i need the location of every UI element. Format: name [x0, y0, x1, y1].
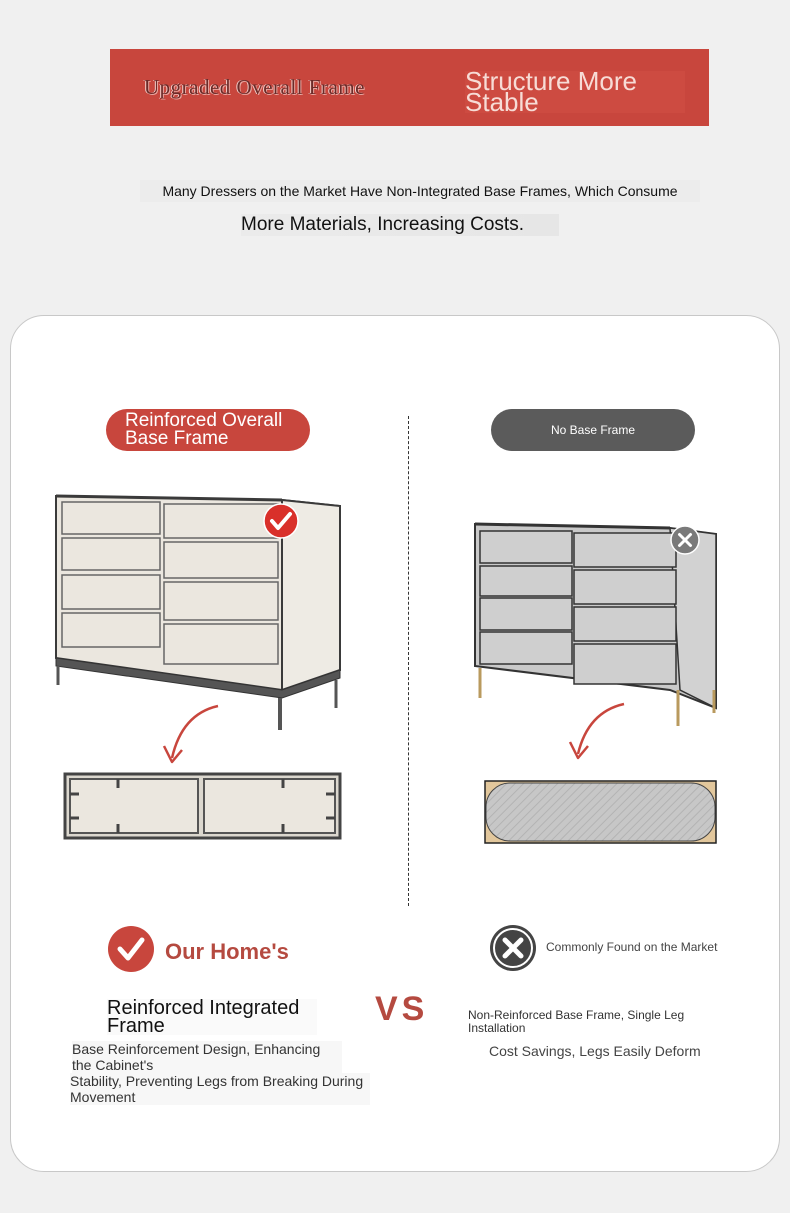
reinforced-frame-pill: Reinforced Overall Base Frame: [106, 409, 310, 451]
intro-line-2: More Materials, Increasing Costs.: [241, 214, 559, 236]
reinforced-description-2: Stability, Preventing Legs from Breaking During Movement: [70, 1073, 370, 1105]
reinforced-description-1: Base Reinforcement Design, Enhancing the Cabinet's: [72, 1041, 342, 1073]
market-title: Commonly Found on the Market: [546, 940, 718, 954]
banner-left-text: Upgraded Overall Frame: [144, 75, 365, 99]
reinforced-dresser-image: [50, 490, 350, 735]
market-description-1: Non-Reinforced Base Frame, Single Leg Installation: [468, 1008, 685, 1035]
our-home-check-icon: [108, 926, 154, 972]
unframed-base-panel-image: [484, 780, 719, 846]
check-icon: [263, 503, 299, 539]
reinforced-heading: Reinforced Integrated Frame: [107, 999, 317, 1035]
no-base-frame-pill: No Base Frame: [491, 409, 695, 451]
top-banner: [110, 49, 709, 126]
banner-right-text: Structure More Stable: [465, 71, 685, 113]
vs-label: VS: [375, 990, 429, 1028]
dashed-divider: [408, 416, 409, 906]
curved-arrow-icon: [566, 700, 631, 764]
our-home-title: Our Home's: [165, 939, 289, 964]
intro-line-1: Many Dressers on the Market Have Non-Integrated Base Frames, Which Consume: [140, 180, 700, 202]
market-close-icon: [490, 925, 536, 971]
close-icon: [670, 525, 700, 555]
market-description-2: Cost Savings, Legs Easily Deform: [489, 1043, 701, 1059]
curved-arrow-icon: [160, 700, 225, 770]
integrated-base-frame-image: [63, 772, 343, 840]
